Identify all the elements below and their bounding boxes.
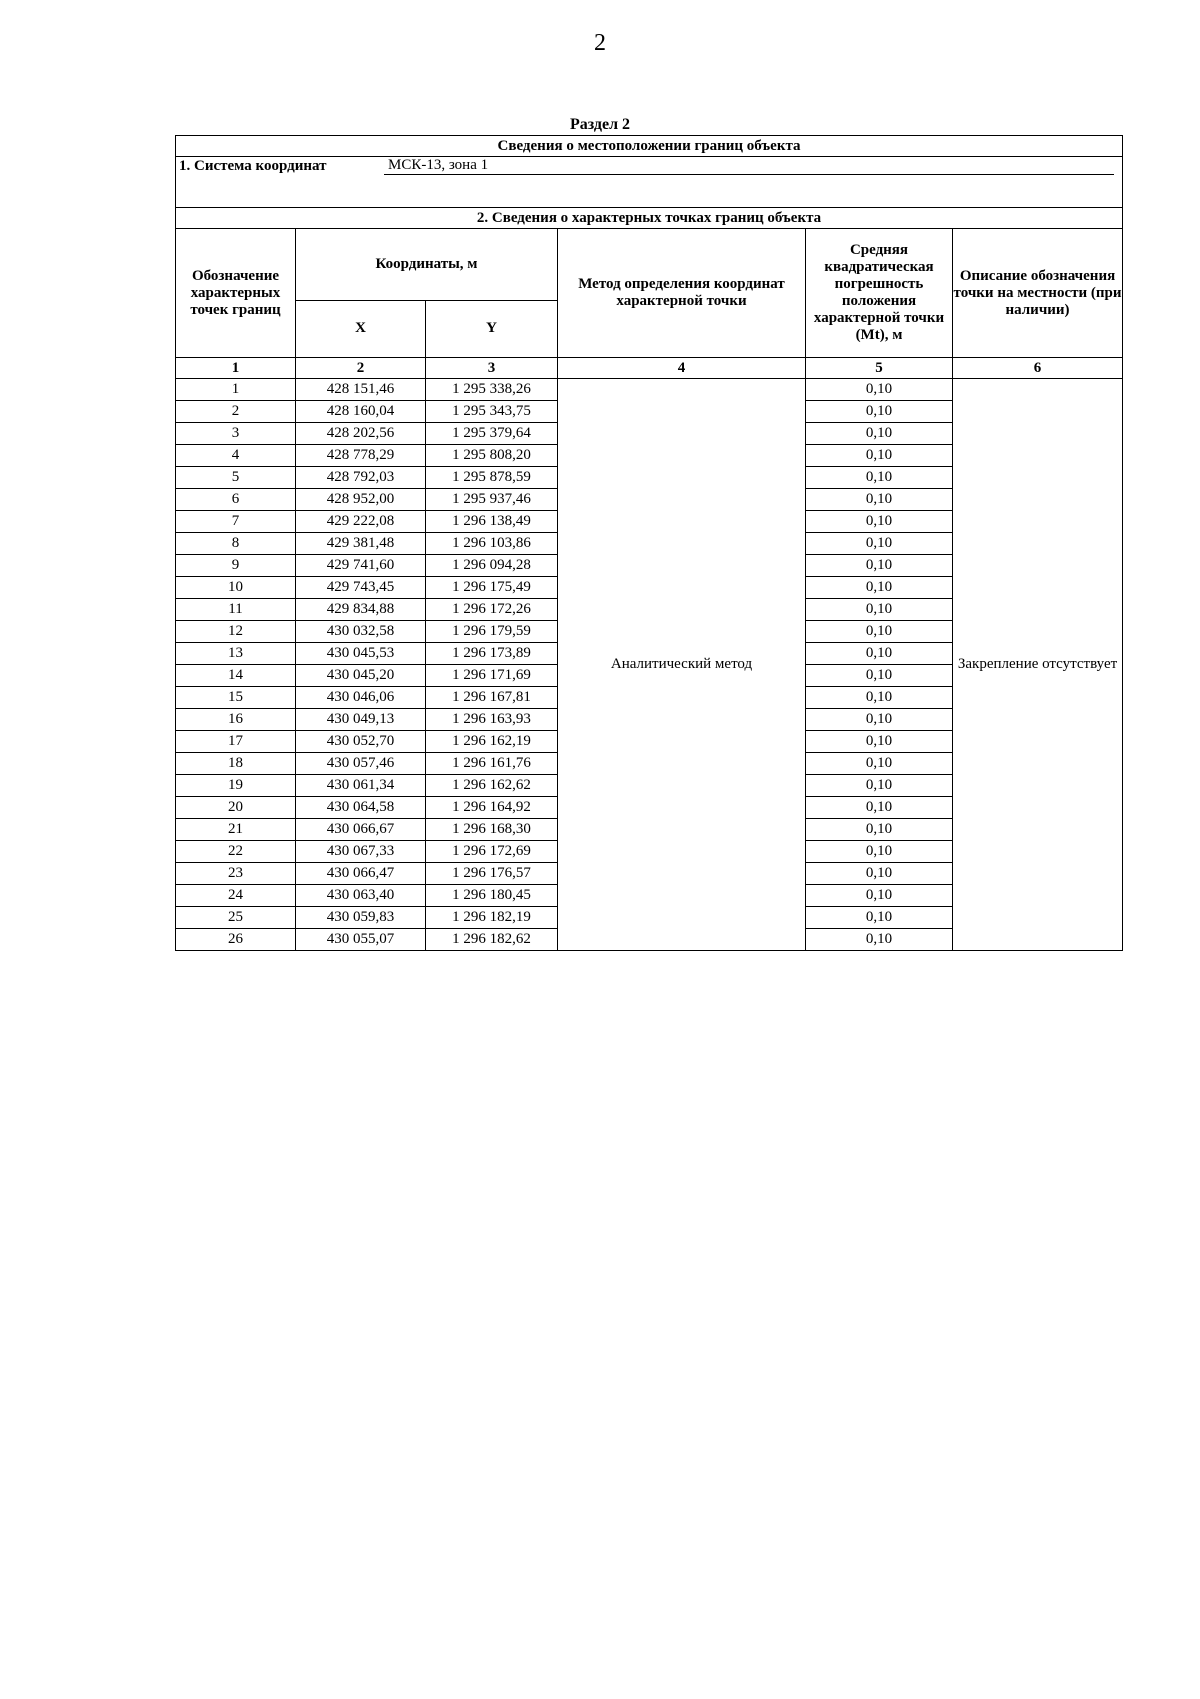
point-number: 8: [176, 533, 296, 555]
error-value: 0,10: [806, 445, 953, 467]
header-coords: Координаты, м: [296, 229, 558, 301]
error-value: 0,10: [806, 709, 953, 731]
coord-x: 429 743,45: [296, 577, 426, 599]
point-number: 11: [176, 599, 296, 621]
coord-y: 1 296 172,26: [426, 599, 558, 621]
point-number: 6: [176, 489, 296, 511]
coord-x: 430 063,40: [296, 885, 426, 907]
point-number: 10: [176, 577, 296, 599]
column-number: 4: [558, 358, 806, 379]
error-value: 0,10: [806, 753, 953, 775]
point-number: 26: [176, 929, 296, 951]
method-cell: Аналитический метод: [558, 379, 806, 951]
coord-x: 430 067,33: [296, 841, 426, 863]
boundary-table: [175, 135, 1123, 951]
coord-x: 430 066,67: [296, 819, 426, 841]
column-number: 3: [426, 358, 558, 379]
coord-y: 1 296 138,49: [426, 511, 558, 533]
header-point: Обозначение характерных точек границ: [176, 229, 296, 358]
point-number: 19: [176, 775, 296, 797]
point-number: 18: [176, 753, 296, 775]
coord-x: 430 066,47: [296, 863, 426, 885]
coord-y: 1 296 164,92: [426, 797, 558, 819]
point-number: 21: [176, 819, 296, 841]
coord-x: 430 052,70: [296, 731, 426, 753]
coord-y: 1 296 182,19: [426, 907, 558, 929]
coord-y: 1 296 175,49: [426, 577, 558, 599]
error-value: 0,10: [806, 775, 953, 797]
error-value: 0,10: [806, 621, 953, 643]
description-cell: Закрепление отсутствует: [953, 379, 1123, 951]
error-value: 0,10: [806, 797, 953, 819]
error-value: 0,10: [806, 841, 953, 863]
point-number: 7: [176, 511, 296, 533]
point-number: 13: [176, 643, 296, 665]
error-value: 0,10: [806, 511, 953, 533]
boundary-document: [175, 135, 1122, 951]
column-number: 5: [806, 358, 953, 379]
coord-system-value: МСК-13, зона 1: [384, 157, 1114, 175]
table-title: Сведения о местоположении границ объекта: [176, 136, 1123, 157]
error-value: 0,10: [806, 643, 953, 665]
coord-x: 430 045,53: [296, 643, 426, 665]
table-row: [176, 379, 1123, 401]
coord-system-row: [176, 157, 1123, 208]
coord-system-label: 1. Система координат: [179, 158, 327, 174]
coord-y: 1 295 338,26: [426, 379, 558, 401]
point-number: 22: [176, 841, 296, 863]
coord-x: 428 202,56: [296, 423, 426, 445]
column-number: 2: [296, 358, 426, 379]
coord-x: 430 045,20: [296, 665, 426, 687]
coord-x: 428 151,46: [296, 379, 426, 401]
section-title: Раздел 2: [569, 116, 631, 133]
error-value: 0,10: [806, 555, 953, 577]
coord-y: 1 296 179,59: [426, 621, 558, 643]
error-value: 0,10: [806, 863, 953, 885]
coord-y: 1 296 162,19: [426, 731, 558, 753]
point-number: 1: [176, 379, 296, 401]
point-number: 17: [176, 731, 296, 753]
error-value: 0,10: [806, 423, 953, 445]
error-value: 0,10: [806, 687, 953, 709]
point-number: 3: [176, 423, 296, 445]
coord-y: 1 295 343,75: [426, 401, 558, 423]
coord-x: 430 057,46: [296, 753, 426, 775]
coord-x: 428 952,00: [296, 489, 426, 511]
coord-y: 1 296 161,76: [426, 753, 558, 775]
header-y: Y: [426, 300, 558, 357]
coord-x: 430 049,13: [296, 709, 426, 731]
coord-x: 428 792,03: [296, 467, 426, 489]
coord-y: 1 296 168,30: [426, 819, 558, 841]
header-description: Описание обозначения точки на местности (при наличии): [953, 229, 1123, 358]
point-number: 9: [176, 555, 296, 577]
coord-x: 428 778,29: [296, 445, 426, 467]
point-number: 16: [176, 709, 296, 731]
coord-x: 430 064,58: [296, 797, 426, 819]
column-number: 6: [953, 358, 1123, 379]
point-number: 23: [176, 863, 296, 885]
point-number: 12: [176, 621, 296, 643]
coord-y: 1 296 103,86: [426, 533, 558, 555]
error-value: 0,10: [806, 533, 953, 555]
coord-x: 430 059,83: [296, 907, 426, 929]
coord-x: 428 160,04: [296, 401, 426, 423]
coord-y: 1 296 171,69: [426, 665, 558, 687]
error-value: 0,10: [806, 929, 953, 951]
coord-y: 1 296 172,69: [426, 841, 558, 863]
column-number: 1: [176, 358, 296, 379]
point-number: 20: [176, 797, 296, 819]
error-value: 0,10: [806, 819, 953, 841]
error-value: 0,10: [806, 907, 953, 929]
error-value: 0,10: [806, 731, 953, 753]
coord-x: 429 741,60: [296, 555, 426, 577]
point-number: 14: [176, 665, 296, 687]
point-number: 24: [176, 885, 296, 907]
points-title: 2. Сведения о характерных точках границ объекта: [176, 208, 1123, 229]
coord-y: 1 296 182,62: [426, 929, 558, 951]
point-number: 4: [176, 445, 296, 467]
page-number: 2: [594, 30, 606, 56]
coord-y: 1 296 180,45: [426, 885, 558, 907]
point-number: 5: [176, 467, 296, 489]
coord-y: 1 296 162,62: [426, 775, 558, 797]
coord-y: 1 295 379,64: [426, 423, 558, 445]
error-value: 0,10: [806, 599, 953, 621]
point-number: 2: [176, 401, 296, 423]
point-number: 15: [176, 687, 296, 709]
coord-y: 1 296 163,93: [426, 709, 558, 731]
coord-x: 429 381,48: [296, 533, 426, 555]
header-x: X: [296, 300, 426, 357]
coord-x: 430 032,58: [296, 621, 426, 643]
coord-x: 429 834,88: [296, 599, 426, 621]
column-numbers-row: [176, 358, 1123, 379]
coord-x: 430 061,34: [296, 775, 426, 797]
coord-x: 429 222,08: [296, 511, 426, 533]
coord-y: 1 296 173,89: [426, 643, 558, 665]
error-value: 0,10: [806, 401, 953, 423]
coord-x: 430 046,06: [296, 687, 426, 709]
coord-y: 1 295 808,20: [426, 445, 558, 467]
error-value: 0,10: [806, 665, 953, 687]
coord-y: 1 296 094,28: [426, 555, 558, 577]
coord-y: 1 296 167,81: [426, 687, 558, 709]
error-value: 0,10: [806, 379, 953, 401]
error-value: 0,10: [806, 885, 953, 907]
coord-x: 430 055,07: [296, 929, 426, 951]
header-method: Метод определения координат характерной точки: [558, 229, 806, 358]
point-number: 25: [176, 907, 296, 929]
header-error: Средняя квадратическая погрешность положения характерной точки (Mt), м: [806, 229, 953, 358]
coord-y: 1 295 937,46: [426, 489, 558, 511]
coord-y: 1 296 176,57: [426, 863, 558, 885]
error-value: 0,10: [806, 467, 953, 489]
error-value: 0,10: [806, 489, 953, 511]
error-value: 0,10: [806, 577, 953, 599]
coord-y: 1 295 878,59: [426, 467, 558, 489]
